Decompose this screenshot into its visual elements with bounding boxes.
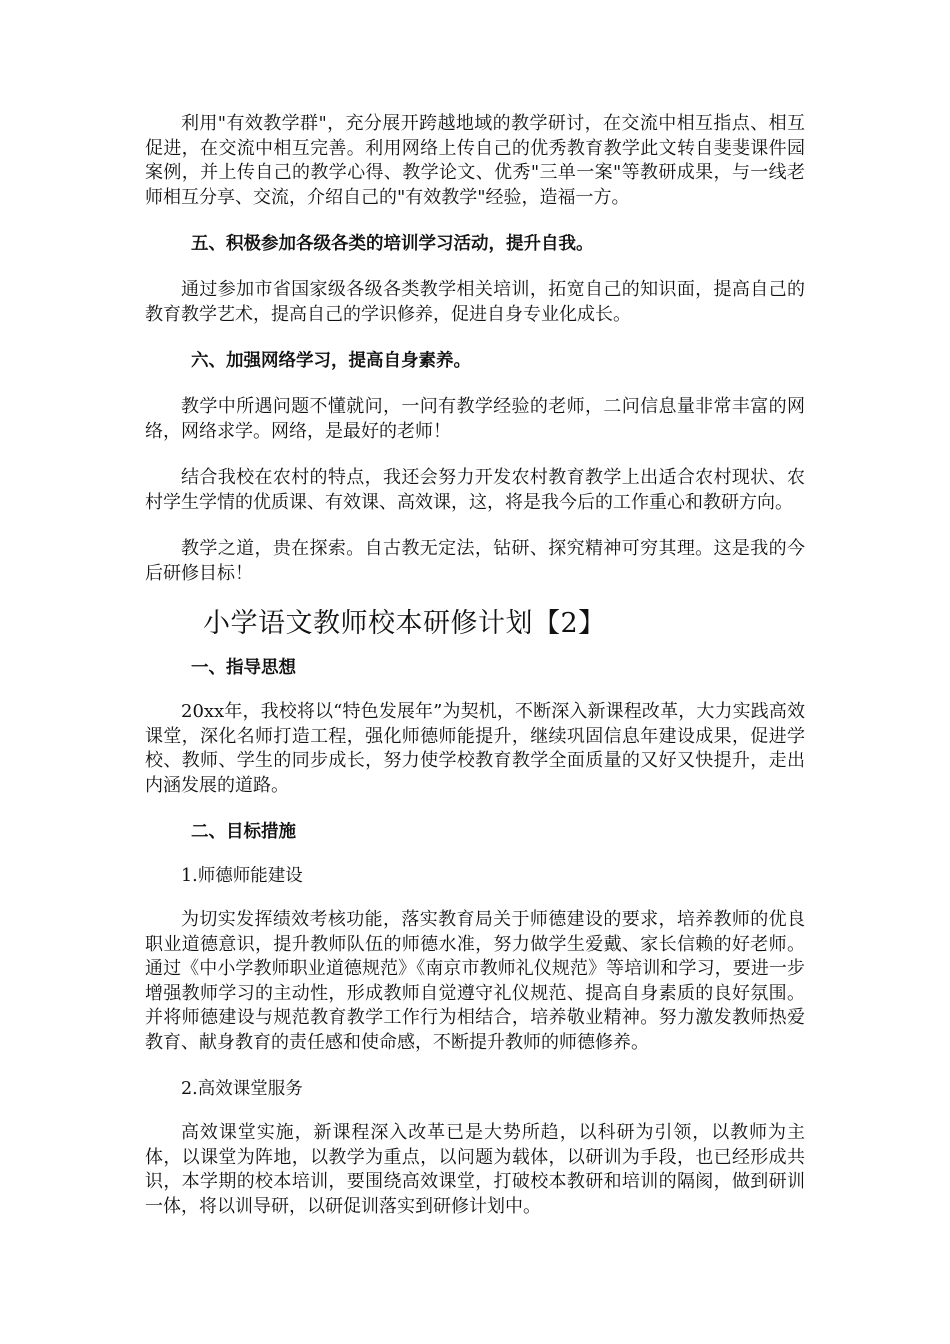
section-heading-goals: 二、目标措施: [191, 822, 296, 842]
paragraph-training: 通过参加市省国家级各级各类教学相关培训，拓宽自己的知识面，提高自己的教育教学艺术，提高自己的学识修养，促进自身专业化成长。: [145, 279, 805, 325]
subheading-ethics: 1.师德师能建设: [181, 866, 303, 886]
paragraph-efficient-classroom: 高效课堂实施，新课程深入改革已是大势所趋，以科研为引领，以教师为主体，以课堂为阵地，以教学为重点，以问题为载体，以研训为手段，也已经形成共识，本学期的校本培训，要围绕高效课堂，打破校本教研和培训的隔阂，做到研训一体，将以训导研，以研促训落实到研修计划中。: [145, 1122, 805, 1217]
paragraph-guiding-ideology: 20xx年，我校将以“特色发展年”为契机，不断深入新课程改革，大力实践高效课堂，深化名师打造工程，强化师德师能提升，继续巩固信息年建设成果，促进学校、教师、学生的同步成长，努力使学校教育教学全面质量的又好又快提升，走出内涵发展的道路。: [145, 701, 805, 796]
paragraph-ask-questions: 教学中所遇问题不懂就问，一问有教学经验的老师，二问信息量非常丰富的网络，网络求学。网络，是最好的老师！: [145, 396, 805, 442]
paragraph-effective-teaching-group: 利用"有效教学群"，充分展开跨越地域的教学研讨，在交流中相互指点、相互促进，在交流中相互完善。利用网络上传自己的优秀教育教学此文转自斐斐课件园案例，并上传自己的教学心得、教学论文、优秀"三单一案"等教研成果，与一线老师相互分享、交流，介绍自己的"有效教学"经验，造福一方。: [145, 113, 805, 208]
section-heading-five: 五、积极参加各级各类的培训学习活动，提升自我。: [191, 234, 594, 254]
paragraph-teaching-way: 教学之道，贵在探索。自古教无定法，钻研、探究精神可穷其理。这是我的今后研修目标！: [145, 538, 805, 584]
subheading-efficient-classroom: 2.高效课堂服务: [181, 1079, 303, 1099]
section-heading-six: 六、加强网络学习，提高自身素养。: [191, 351, 471, 371]
paragraph-rural-school: 结合我校在农村的特点，我还会努力开发农村教育教学上出适合农村现状、农村学生学情的优质课、有效课、高效课，这，将是我今后的工作重心和教研方向。: [145, 467, 805, 513]
section-heading-guiding-ideology: 一、指导思想: [191, 658, 296, 678]
document-page: [145, 112, 805, 1219]
document-title: 小学语文教师校本研修计划【2】: [203, 608, 606, 639]
paragraph-ethics: 为切实发挥绩效考核功能，落实教育局关于师德建设的要求，培养教师的优良职业道德意识，提升教师队伍的师德水准，努力做学生爱戴、家长信赖的好老师。通过《中小学教师职业道德规范》《南京市教师礼仪规范》等培训和学习，要进一步增强教师学习的主动性，形成教师自觉遵守礼仪规范、提高自身素质的良好氛围。并将师德建设与规范教育教学工作行为相结合，培养敬业精神。努力激发教师热爱教育、献身教育的责任感和使命感，不断提升教师的师德修养。: [145, 909, 805, 1053]
